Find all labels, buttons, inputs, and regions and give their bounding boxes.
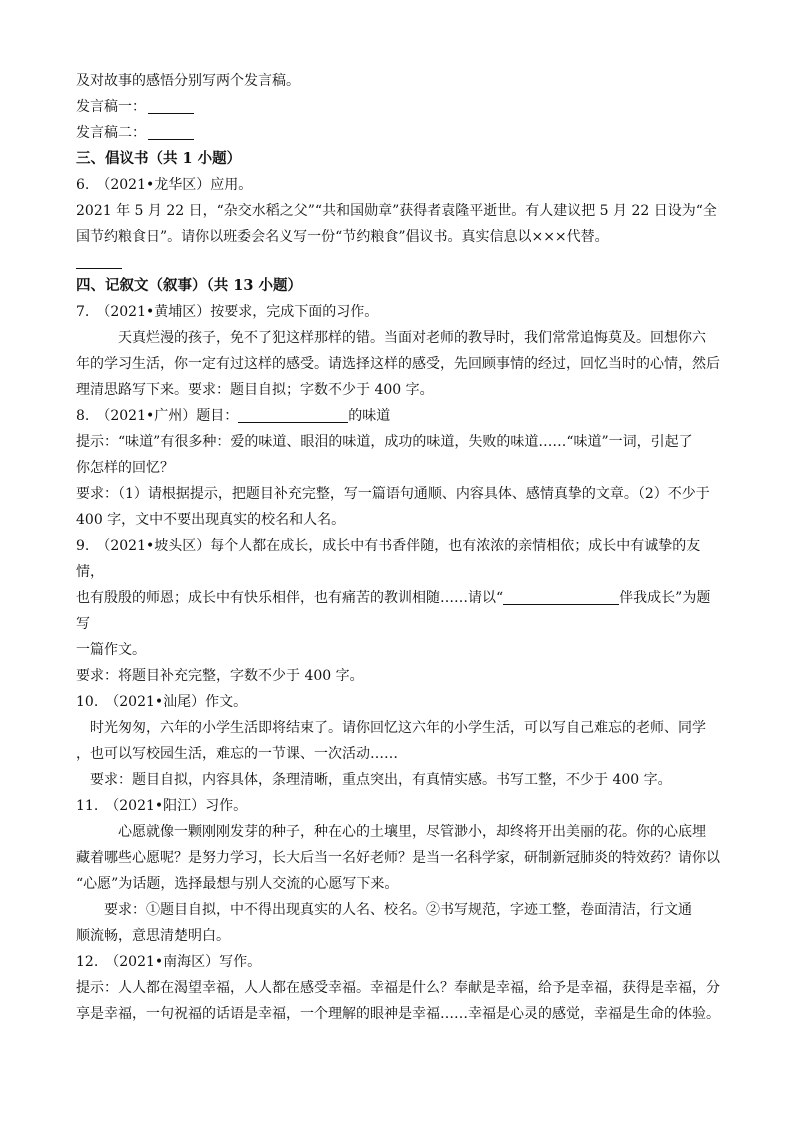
question-11-line-3: “心愿”为话题，选择最想与别人交流的心愿写下来。 xyxy=(76,876,399,892)
answer-blank[interactable] xyxy=(76,254,122,269)
question-12-line-2: 享是幸福，一句祝福的话语是幸福，一个理解的眼神是幸福……幸福是心灵的感觉，幸福是生命的体验。 xyxy=(76,1006,720,1022)
question-12-line-1: 提示：人人都在渴望幸福，人人都在感受幸福。幸福是什么？奉献是幸福，给予是幸福，获得是幸福，分 xyxy=(76,980,720,996)
title-blank[interactable] xyxy=(238,408,348,423)
intro-line: 及对故事的感悟分别写两个发言稿。 xyxy=(76,73,300,89)
question-9-suffix: 伴我成长”为题写 xyxy=(76,590,711,632)
answer-blank[interactable] xyxy=(148,99,194,114)
question-9-req: 要求：将题目补充完整，字数不少于 400 字。 xyxy=(76,668,364,684)
speech-draft-2-label: 发言稿二： xyxy=(76,125,146,141)
question-8-prefix: 8. （2021•广州）题目： xyxy=(76,408,239,424)
question-7-head: 7. （2021•黄埔区）按要求，完成下面的习作。 xyxy=(76,304,379,320)
question-7-line-2: 年的学习生活，你一定有过这样的感受。请选择这样的感受，先回顾事情的经过，回忆当时的心情，然后 xyxy=(76,356,720,372)
section-4-heading: 四、记叙文（叙事）（共 13 小题） xyxy=(76,277,303,294)
question-10-head: 10. （2021•汕尾）作文。 xyxy=(76,694,248,710)
question-11-req-2: 顺流畅，意思清楚明白。 xyxy=(76,928,230,944)
title-blank[interactable] xyxy=(503,590,619,605)
question-11-line-1: 心愿就像一颗刚刚发芽的种子，种在心的土壤里，尽管渺小，却终将开出美丽的花。你的心底埋 xyxy=(118,824,706,840)
question-8-head xyxy=(76,403,724,429)
document-page xyxy=(76,68,724,1027)
question-8-suffix: 的味道 xyxy=(348,408,391,424)
question-11-head: 11. （2021•阳江）习作。 xyxy=(76,798,248,814)
question-8-req-2: 400 字，文中不要出现真实的校名和人名。 xyxy=(76,512,346,528)
question-12-head: 12. （2021•南海区）写作。 xyxy=(76,954,262,970)
speech-draft-1-label: 发言稿一： xyxy=(76,99,146,115)
question-8-hint-2: 你怎样的回忆？ xyxy=(76,460,174,476)
question-11-req-1: 要求：①题目自拟，中不得出现真实的人名、校名。②书写规范，字迹工整，卷面清洁，行文通 xyxy=(104,902,692,918)
question-7-line-3: 理清思路写下来。要求：题目自拟；字数不少于 400 字。 xyxy=(76,382,434,398)
question-9-line-3: 一篇作文。 xyxy=(76,642,146,658)
section-3-heading: 三、倡议书（共 1 小题） xyxy=(76,150,242,167)
question-11-line-2: 藏着哪些心愿呢？是努力学习，长大后当一名好老师？是当一名科学家，研制新冠肺炎的特效药？请你以 xyxy=(76,850,720,866)
question-9-line-1: 9. （2021•坡头区）每个人都在成长，成长中有书香伴随，也有浓浓的亲情相依；成长中有诚挚的友情， xyxy=(76,538,701,580)
question-10-line-1: 时光匆匆，六年的小学生活即将结束了。请你回忆这六年的小学生活，可以写自己难忘的老师、同学 xyxy=(90,720,706,736)
question-10-line-2: ，也可以写校园生活，难忘的一节课、一次活动…… xyxy=(76,746,398,762)
question-8-req-1: 要求：（1）请根据提示，把题目补充完整，写一篇语句通顺、内容具体、感情真挚的文章。（2）不少于 xyxy=(76,486,710,502)
speech-draft-2 xyxy=(76,120,724,146)
answer-blank[interactable] xyxy=(148,125,194,140)
question-6-line-1: 2021 年 5 月 22 日，“杂交水稻之父”“共和国勋章”获得者袁隆平逝世。有人建议把 5 月 22 日设为“全 xyxy=(76,203,717,219)
question-9-prefix: 也有殷殷的师恩；成长中有快乐相伴，也有痛苦的教训相随……请以“ xyxy=(76,590,504,606)
question-6-line-2: 国节约粮食日”。请你以班委会名义写一份“节约粮食”倡议书。真实信息以×××代替。 xyxy=(76,229,609,245)
speech-draft-1 xyxy=(76,94,724,120)
question-7-line-1: 天真烂漫的孩子，免不了犯这样那样的错。当面对老师的教导时，我们常常追悔莫及。回想你六 xyxy=(118,330,706,346)
question-10-req: 要求：题目自拟，内容具体，条理清晰，重点突出，有真情实感。书写工整，不少于 400 字。 xyxy=(90,772,672,788)
question-9-line-2 xyxy=(76,585,724,637)
question-6-head: 6. （2021•龙华区）应用。 xyxy=(76,177,253,193)
question-8-hint-1: 提示：“味道”有很多种：爱的味道、眼泪的味道，成功的味道，失败的味道……“味道”一词，引起了 xyxy=(76,434,693,450)
